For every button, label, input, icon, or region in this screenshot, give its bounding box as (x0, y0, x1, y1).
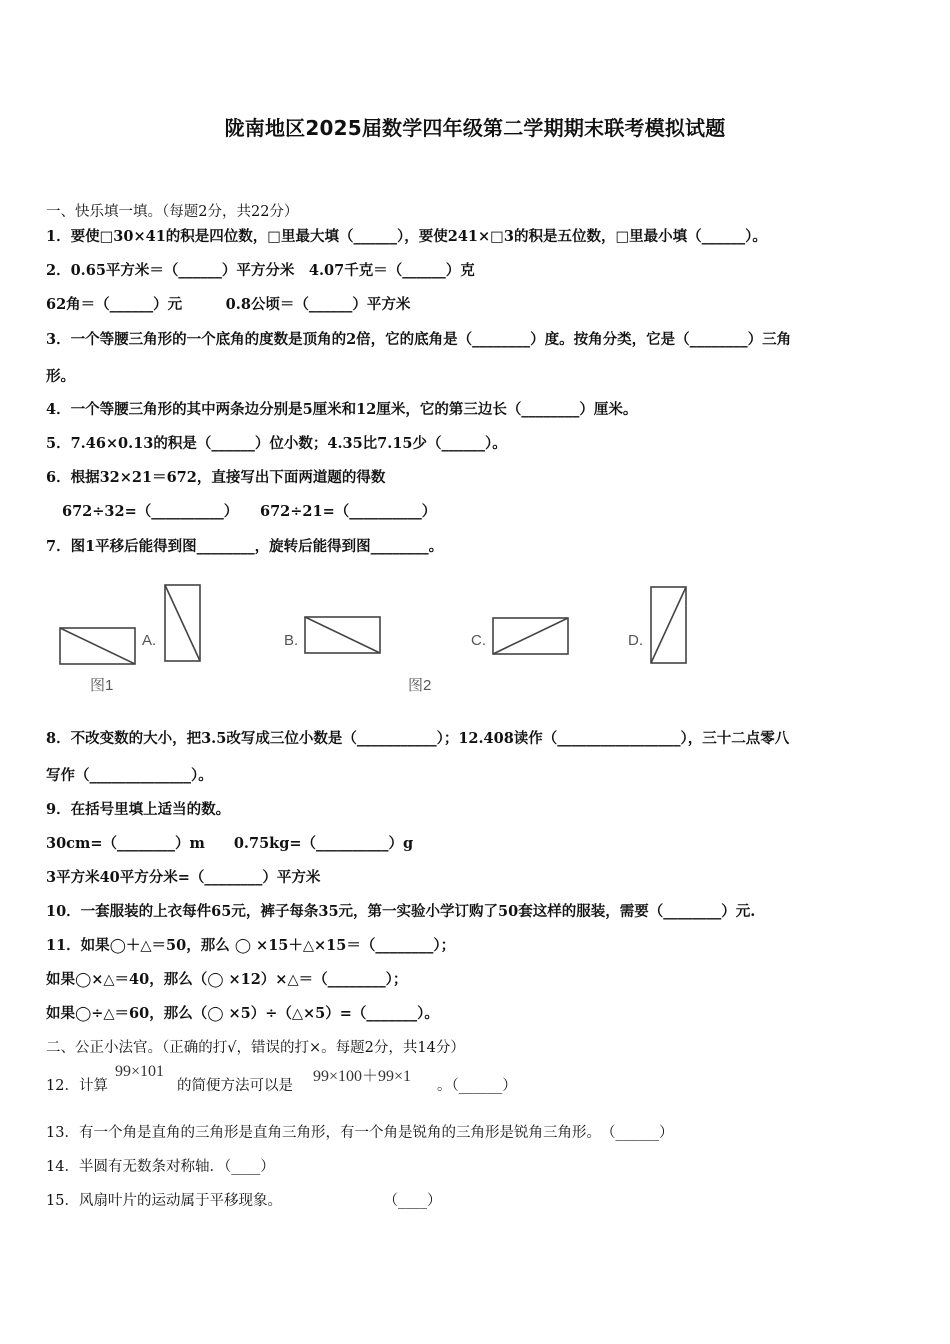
question-15: 15．风扇叶片的运动属于平移现象。 （____） (46, 1193, 442, 1209)
section-2-heading: 二、公正小法官。（正确的打√，错误的打×。每题2分，共14分） (46, 1040, 465, 1056)
question-10: 10．一套服装的上衣每件65元，裤子每条35元，第一实验小学订购了50套这样的服装，需要（________）元. (46, 903, 756, 920)
question-6-line-1: 6．根据32×21＝672，直接写出下面两道题的得数 (46, 469, 386, 486)
question-12-prefix: 12．计算 (46, 1078, 108, 1094)
question-11-line-2: 如果◯×△＝40，那么（◯ ×12）×△＝（________）； (46, 971, 408, 988)
question-4: 4．一个等腰三角形的其中两条边分别是5厘米和12厘米，它的第三边长（________）厘米。 (46, 401, 638, 418)
question-9-line-2: 30cm=（________）m 0.75kg=（__________）g (46, 835, 414, 852)
question-3-line-1: 3．一个等腰三角形的一个底角的度数是顶角的2倍，它的底角是（________）度。按角分类，它是（________）三角 (46, 331, 792, 348)
section-1-heading: 一、快乐填一填。（每题2分，共22分） (46, 204, 299, 220)
question-11-line-1: 11．如果◯＋△＝50，那么 ◯ ×15＋△×15＝（________）； (46, 937, 456, 954)
option-d-label: D. (628, 632, 643, 649)
question-14: 14．半圆有无数条对称轴．（____） (46, 1159, 275, 1175)
option-c-label: C. (471, 632, 486, 649)
option-a-diagonal (165, 585, 200, 661)
question-9-line-1: 9．在括号里填上适当的数。 (46, 801, 231, 818)
figure-1-caption: 图1 (90, 677, 114, 694)
question-12-expression-2: 99×100＋99×1 (313, 1068, 412, 1085)
page-title: 陇南地区2025届数学四年级第二学期期末联考模拟试题 (224, 116, 726, 140)
figure-2-caption: 图2 (408, 677, 432, 694)
question-9-line-3: 3平方米40平方分米=（________）平方米 (46, 869, 321, 886)
figure-1-diagonal (60, 628, 135, 664)
question-7: 7．图1平移后能得到图________，旋转后能得到图________。 (46, 538, 444, 555)
option-d-diagonal (651, 587, 686, 663)
option-c-diagonal (493, 618, 568, 654)
option-b-diagonal (305, 617, 380, 653)
question-13: 13．有一个角是直角的三角形是直角三角形，有一个角是锐角的三角形是锐角三角形。 （______） (46, 1125, 674, 1141)
question-1: 1．要使□30×41的积是四位数，□里最大填（______），要使241×□3的积是五位数，□里最小填（______）。 (46, 228, 767, 245)
question-6-line-2: 672÷32=（__________） 672÷21=（__________） (62, 503, 437, 520)
option-b-label: B. (284, 632, 299, 649)
question-8-line-1: 8．不改变数的大小，把3.5改写成三位小数是（___________）；12.408读作（_________________），三十二点零八 (46, 730, 790, 747)
option-a-label: A. (142, 632, 157, 649)
question-2-line-1: 2．0.65平方米＝（______）平方分米 4.07千克＝（______）克 (46, 262, 475, 279)
question-3-line-2: 形。 (46, 368, 75, 385)
question-2-line-2: 62角＝（______）元 0.8公顷＝（______）平方米 (46, 296, 411, 313)
question-11-line-3: 如果◯÷△＝60，那么（◯ ×5）÷（△×5）=（_______）。 (46, 1005, 439, 1022)
question-12-middle: 的简便方法可以是 (177, 1078, 293, 1094)
question-12-answer: 。（______） (437, 1078, 517, 1094)
question-8-line-2: 写作（______________）。 (46, 767, 213, 784)
question-12-expression-1: 99×101 (115, 1063, 165, 1080)
question-5: 5．7.46×0.13的积是（______）位小数；4.35比7.15少（______）。 (46, 435, 507, 452)
